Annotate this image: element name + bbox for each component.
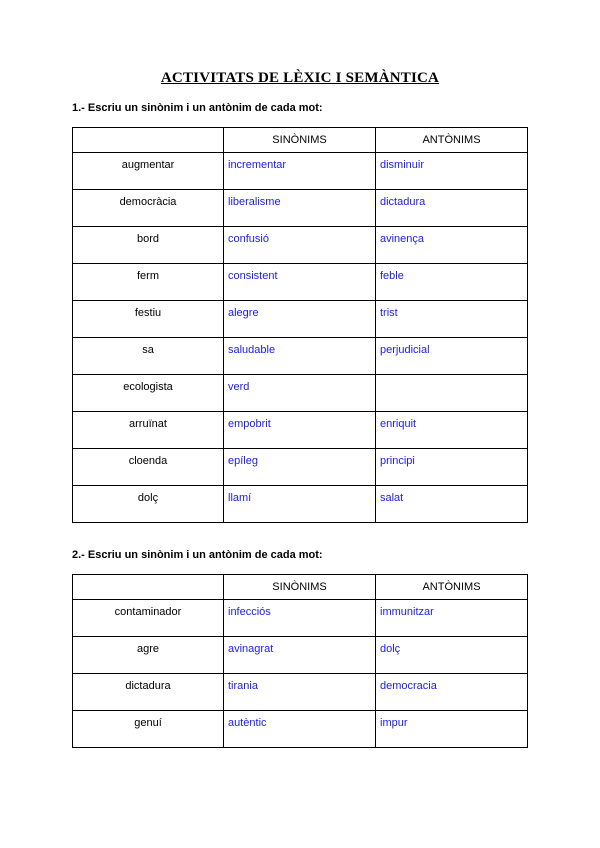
vocabulary-table-2 [72, 574, 528, 748]
antonym-cell: impur [376, 711, 528, 748]
header-antonyms: ANTÒNIMS [376, 575, 528, 600]
word-cell: augmentar [73, 153, 224, 190]
table-row [73, 301, 528, 338]
section-2-heading: 2.- Escriu un sinònim i un antònim de cada mot: [72, 549, 323, 561]
synonym-cell: tirania [224, 674, 376, 711]
word-cell: ecologista [73, 375, 224, 412]
antonym-cell: avinença [376, 227, 528, 264]
antonym-cell: dictadura [376, 190, 528, 227]
table-header-row [73, 128, 528, 153]
synonym-cell: incrementar [224, 153, 376, 190]
header-word-cell [73, 575, 224, 600]
antonym-cell: dolç [376, 637, 528, 674]
antonym-cell: immunitzar [376, 600, 528, 637]
synonym-cell: llamí [224, 486, 376, 523]
synonym-cell: avinagrat [224, 637, 376, 674]
vocabulary-table-1 [72, 127, 528, 523]
word-cell: cloenda [73, 449, 224, 486]
word-cell: democràcia [73, 190, 224, 227]
antonym-cell: democracia [376, 674, 528, 711]
word-cell: genuí [73, 711, 224, 748]
synonym-cell: alegre [224, 301, 376, 338]
antonym-cell: feble [376, 264, 528, 301]
page-title: ACTIVITATS DE LÈXIC I SEMÀNTICA [160, 70, 440, 86]
table-row [73, 637, 528, 674]
header-synonyms: SINÒNIMS [224, 575, 376, 600]
antonym-cell: salat [376, 486, 528, 523]
synonym-cell: infecciós [224, 600, 376, 637]
word-cell: festiu [73, 301, 224, 338]
synonym-cell: verd [224, 375, 376, 412]
word-cell: ferm [73, 264, 224, 301]
antonym-cell: trist [376, 301, 528, 338]
table-row [73, 600, 528, 637]
synonym-cell: autèntic [224, 711, 376, 748]
word-cell: sa [73, 338, 224, 375]
word-cell: arruïnat [73, 412, 224, 449]
word-cell: contaminador [73, 600, 224, 637]
header-antonyms: ANTÒNIMS [376, 128, 528, 153]
word-cell: dictadura [73, 674, 224, 711]
synonym-cell: saludable [224, 338, 376, 375]
synonym-cell: confusió [224, 227, 376, 264]
synonym-cell: liberalisme [224, 190, 376, 227]
word-cell: agre [73, 637, 224, 674]
table-row [73, 412, 528, 449]
synonym-cell: epíleg [224, 449, 376, 486]
synonym-cell: consistent [224, 264, 376, 301]
antonym-cell: perjudicial [376, 338, 528, 375]
table-row [73, 153, 528, 190]
table-header-row [73, 575, 528, 600]
section-1-heading: 1.- Escriu un sinònim i un antònim de cada mot: [72, 102, 323, 114]
table-row [73, 190, 528, 227]
table-row [73, 375, 528, 412]
word-cell: bord [73, 227, 224, 264]
table-row [73, 227, 528, 264]
table-row [73, 711, 528, 748]
header-word-cell [73, 128, 224, 153]
table-row [73, 449, 528, 486]
antonym-cell [376, 375, 528, 412]
table-row [73, 674, 528, 711]
table-row [73, 338, 528, 375]
table-row [73, 264, 528, 301]
word-cell: dolç [73, 486, 224, 523]
antonym-cell: enriquit [376, 412, 528, 449]
table-row [73, 486, 528, 523]
antonym-cell: principi [376, 449, 528, 486]
antonym-cell: disminuir [376, 153, 528, 190]
header-synonyms: SINÒNIMS [224, 128, 376, 153]
synonym-cell: empobrit [224, 412, 376, 449]
